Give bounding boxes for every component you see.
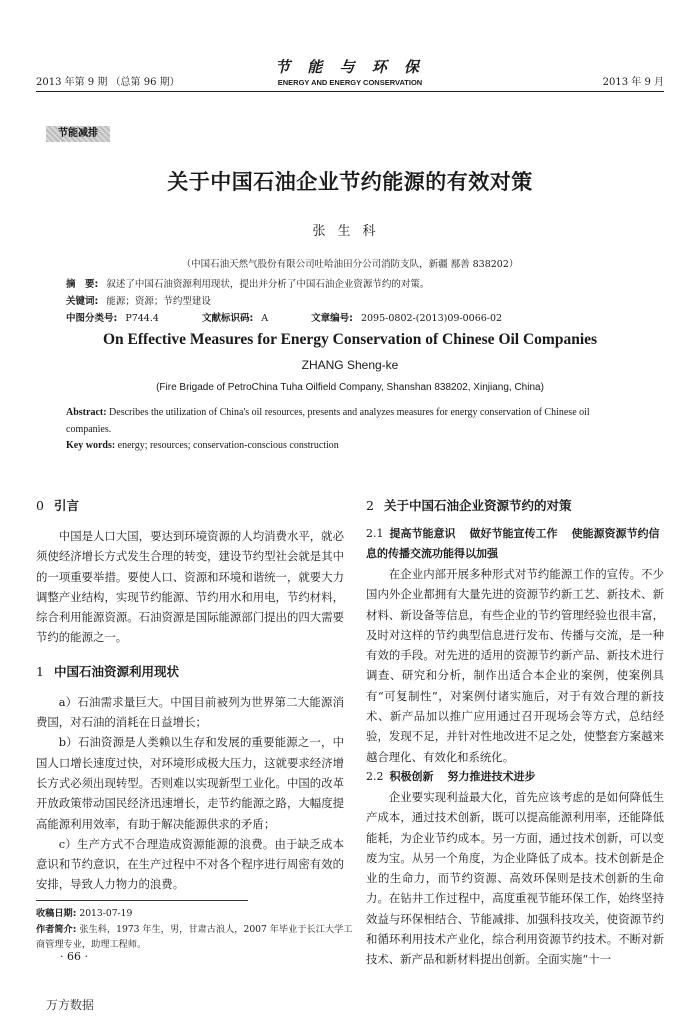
document-code: 文献标识码: A — [201, 313, 269, 324]
header-issue: 2013 年第 9 期 （总第 96 期） — [36, 77, 180, 88]
section-1-heading: 1 中国石油资源利用现状 — [36, 663, 179, 679]
english-abstract-text: Describes the utilization of China's oil resources, presents and analyzes measures for energy conservation of Chinese oil companies. — [66, 407, 590, 435]
classification-row — [66, 310, 542, 324]
journal-name-en: ENERGY AND ENERGY CONSERVATION — [277, 78, 423, 87]
english-abstract-label: Abstract: — [66, 407, 107, 418]
keywords-cn-label: 关键词: — [66, 296, 99, 307]
section-1-item-b: b）石油资源是人类赖以生存和发展的重要能源之一，中国人口增长速度过快，对环境形成极大压力，这就要求经济增长方式必须出现转型。否则难以实现新型工业化。中国的改革开放政策带动国民经济迅速增长，走节约能源之路，大幅度提高能源利用效率，有助于解决能源供求的矛盾； — [36, 735, 344, 831]
paper-author: 张生科 — [312, 224, 388, 239]
left-column — [36, 496, 344, 895]
section-1-item-a: a）石油需求量巨大。中国目前被列为世界第二大能源消费国，对石油的消耗在日益增长； — [36, 694, 344, 730]
article-number: 文章编号: 2095-0802-(2013)09-0066-02 — [311, 313, 503, 324]
section-0-heading: 0 引言 — [36, 498, 79, 513]
footnote-divider — [36, 900, 248, 901]
keywords-cn-text: 能源；资源；节约型建设 — [106, 296, 211, 307]
right-column — [366, 496, 664, 970]
paper-title: 关于中国石油企业节约能源的有效对策 — [167, 170, 533, 194]
section-tag: 节能减排 — [46, 126, 110, 142]
section-2-2-heading: 2.2 积极创新 努力推进技术进步 — [366, 769, 536, 783]
footnote-bio: 作者简介: 张生科，1973 年生，男，甘肃古浪人，2007 年毕业于长江大学工商管理专业，助理工程师。 — [36, 924, 353, 950]
watermark: 万方数据 — [46, 998, 95, 1012]
section-2-2-paragraph: 企业要实现利益最大化，首先应该考虑的是如何降低生产成本，通过技术创新，既可以提高能源利用率，还能降低能耗，为企业节约成本。另一方面，通过技术创新，可以变废为宝。从另一个角度，为企业降低了成本。技术创新是企业的生命力，而节约资源、高效环保则是技术创新的生命力。在钻井工作过程中，高度重视节能环保工作，始终坚持效益与环保相结合、节能减排、加强科技攻关，使资源节约和循环利用技术产业化，综合利用资源节约技术。不断对新技术、新产品和新材料提出创新。全面实施“十一 — [366, 789, 664, 967]
author-affiliation: （中国石油天然气股份有限公司吐哈油田分公司消防支队，新疆 鄯善 838202） — [181, 259, 519, 270]
keywords-cn — [66, 293, 211, 307]
english-keywords-label: Key words: — [66, 440, 116, 451]
section-2-heading: 2 关于中国石油企业资源节约的对策 — [366, 498, 572, 513]
english-title: On Effective Measures for Energy Conservation of Chinese Oil Companies — [102, 331, 598, 348]
abstract-cn-text: 叙述了中国石油资源利用现状，提出并分析了中国石油企业资源节约的对策。 — [106, 279, 430, 290]
header-date: 2013 年 9 月 — [602, 77, 664, 88]
section-0-paragraph: 中国是人口大国，要达到环境资源的人均消费水平，就必须使经济增长方式发生合理的转变，建设节约型社会就是其中的一项重要举措。要使人口、资源和环境和谐统一，就要大力调整产业结构，实现节约能源、节约用水和用电，节约材料，综合利用能源资源。石油资源是国际能源部门提出的四大需要节约的能源之一。 — [36, 529, 344, 645]
journal-masthead — [0, 56, 700, 87]
page-number: · 66 · — [60, 950, 88, 963]
abstract-cn-label: 摘 要: — [66, 279, 99, 290]
footnote-received: 收稿日期: 2013-07-19 — [36, 908, 133, 919]
english-affiliation: (Fire Brigade of PetroChina Tuha Oilfield Company, Shanshan 838202, Xinjiang, China) — [156, 382, 544, 393]
journal-name-cn: 节 能 与 环 保 — [275, 58, 425, 76]
abstract-cn — [66, 276, 429, 290]
clc-number: 中图分类号: P744.4 — [66, 313, 159, 324]
english-abstract — [66, 404, 636, 438]
english-keywords-text: energy; resources; conservation-conscious construction — [117, 440, 339, 451]
section-2-1-heading: 2.1 提高节能意识 做好节能宣传工作 使能源资源节约信息的传播交流功能得以加强 — [366, 527, 660, 560]
section-1-item-c: c）生产方式不合理造成资源能源的浪费。由于缺乏成本意识和节约意识，在生产过程中不对各个程序进行周密有效的安排，导致人力物力的浪费。 — [36, 836, 344, 892]
header-divider — [36, 91, 664, 92]
section-2-1-paragraph: 在企业内部开展多种形式对节约能源工作的宣传。不少国内外企业都拥有大量先进的资源节约新工艺、新技术、新材料、新设备等信息，有些企业的节约管理经验也很丰富，及时对这样的节约典型信息进行发布、传播与交流，是一种有效的手段。对先进的适用的资源节约新产品、新技术进行调查、研究和分析，制作出适合本企业的案例，使案例具有“可复制性”，对案例付诸实施后，对于有效合理的新技术、新产品加以推广应用通过召开现场会等方式，总结经验，发现不足，并针对性地改进不足之处，使整套方案越来越合理化、有效化和系统化。 — [366, 567, 664, 764]
english-author: ZHANG Sheng-ke — [301, 358, 399, 372]
english-keywords — [66, 440, 339, 451]
